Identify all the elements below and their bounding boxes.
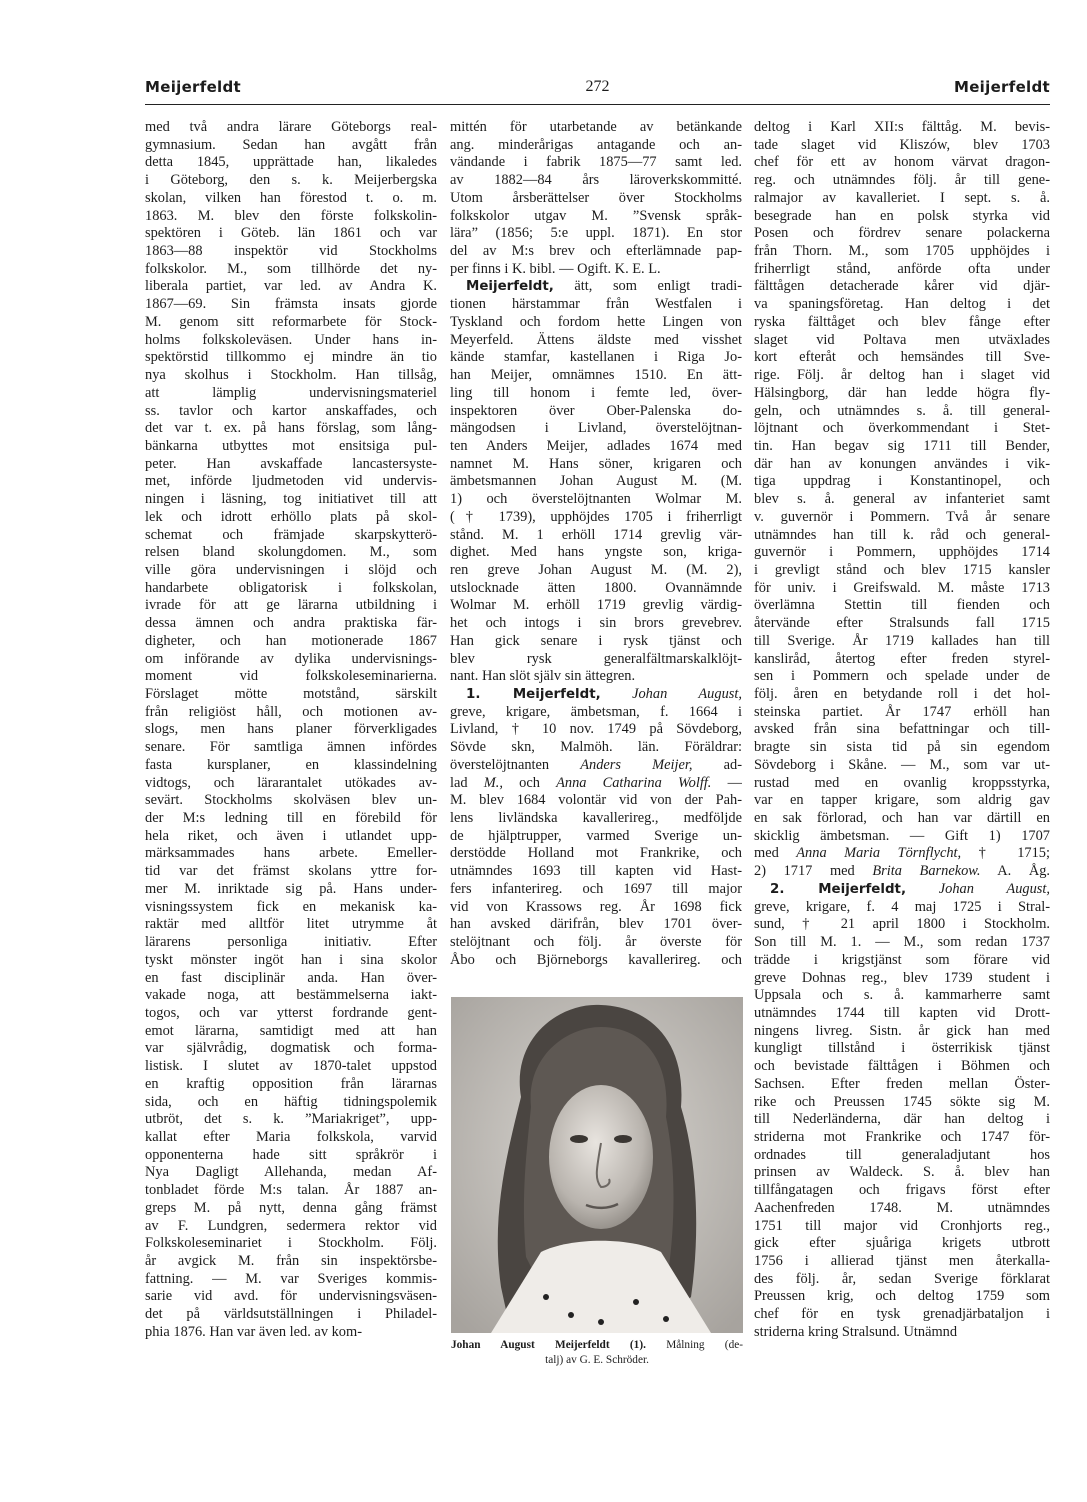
entry-headword-m1: 1. Meijerfeldt, (466, 687, 601, 702)
entry-headword-m2: 2. Meijerfeldt, (770, 881, 907, 897)
caption-line-2: talj) av G. E. Schröder. (545, 1354, 649, 1366)
text-line: der M:s ledning till en förebild för (145, 810, 437, 827)
text-line: sund, † 21 april 1800 i Stockholm. (754, 916, 1050, 933)
text-line: opponenterna hade sitt språkrör i (145, 1146, 437, 1163)
text-line (754, 881, 1050, 899)
text-line: greve Dohnas reg., blev 1739 student i (754, 969, 1050, 986)
text-line: des följ. år, sedan Sverige förklarat (754, 1270, 1050, 1287)
text-line: Livland, † 10 nov. 1749 på Sövdeborg, (450, 721, 742, 738)
text-line: del av M:s brev och efterlämnade pap- (450, 243, 742, 260)
text-line: dessa ämnen och andra praktiska fär- (145, 615, 437, 632)
text-line: Posen och fördrev senare polackerna (754, 225, 1050, 242)
text-line: spektören i Göteb. län 1861 och var (145, 225, 437, 242)
text-line: lek och idrott erhöllo plats på skol- (145, 508, 437, 525)
text-line: fasta kursplaner, en klassindelning (145, 756, 437, 773)
text-line: utnämndes 1693 till kapten vid Hast- (450, 863, 742, 880)
text-line: va spaningsföretag. Han deltog i det (754, 296, 1050, 313)
text-line: Aachenfreden 1748. M. utnämndes (754, 1199, 1050, 1216)
text-line: följ. åren en betydande roll i det hol- (754, 686, 1050, 702)
text-line: tin. Han begav sig 1711 till Bender, (754, 437, 1050, 454)
text-line: från religiöst håll, och motionen av- (145, 703, 437, 720)
text-line: geln, och utnämndes s. å. till general- (754, 402, 1050, 419)
text-line: ningen i läsning, tog initiativet till att (145, 491, 437, 508)
text-line: att lämplig undervisningsmateriel (145, 384, 437, 401)
text-line: slaget vid Poltava men utväxlades (754, 331, 1050, 348)
portrait-caption (451, 1338, 743, 1368)
text-line: rige. Följ. år deltog han i slaget vid (754, 367, 1050, 384)
text-line: stelöjtnant och följ. år överste för (450, 934, 742, 951)
text-line: reg. och utnämndes följ. år till gene- (754, 172, 1050, 189)
text-line: moment vid folkskoleseminarierna. (145, 668, 437, 685)
text-line: Sachsen. Efter freden mellan Öster- (754, 1075, 1050, 1092)
text-line: lens livländska kavallerireg., medföljde (450, 810, 742, 827)
text-line (450, 278, 742, 296)
text-line: blev rysk generalfältmarskalklöjt- (450, 650, 742, 667)
text-line: per finns i K. bibl. — Ogift. K. E. L. (450, 260, 661, 277)
entry-text: ad- (723, 756, 742, 773)
text-line: Han gick senare i rysk tjänst och (450, 632, 742, 649)
text-line: ordnades till generaladjutant hos (754, 1146, 1050, 1163)
text-line: 1867—69. Sin främsta insats gjorde (145, 296, 437, 313)
text-line: tillfångatagen och frigavs först efter (754, 1182, 1050, 1199)
text-line: utslocknade ätten 1800. Ovannämnde (450, 579, 742, 596)
text-line: det var t. ex. på hans förslag, som lång- (145, 420, 437, 437)
text-line: Åbo och Björneborgs kavallerireg. och (450, 951, 742, 968)
text-line: löjtnant och överkommendant i Stet- (754, 420, 1050, 437)
text-line: gymnasium. Sedan han avgått från (145, 136, 437, 153)
text-line: chef för en tysk grenadjärbataljon i (754, 1306, 1050, 1323)
text-line: tiga uppdrag i Konstantinopel, och (754, 473, 1050, 490)
text-line: Folkskoleseminariet i Stockholm. Följ. (145, 1235, 437, 1252)
text-line: ryska fälttåget och blev fånge efter (754, 313, 1050, 330)
text-line: de hjälptrupper, varmed Sverige un- (450, 827, 742, 844)
text-line: stånd. M. 1 erhöll 1714 grevlig vär- (450, 526, 742, 543)
text-line: peter. Han avskaffade lancastersyste- (145, 455, 437, 472)
text-line: överlämna Stettin till fienden och (754, 597, 1050, 614)
text-line: met, införde ljudmetoden vid undervis- (145, 473, 437, 490)
text-line: mängodsen i Livland, överstelöjtnan- (450, 420, 742, 437)
text-line: ss. tavlor och kartor anskaffades, och (145, 402, 437, 419)
text-line (754, 863, 1050, 881)
text-line: om införande av dylika undervisnings- (145, 650, 437, 667)
mother-name: Anna Catharina Wolff. (556, 774, 712, 791)
text-line: greve, krigare, ämbetsman, f. 1664 i (450, 703, 742, 720)
entry-text: med (754, 845, 779, 862)
column-3 (754, 119, 1050, 1342)
text-line: kort efteråt och hemsändes till Sve- (754, 349, 1050, 366)
text-line: ang. minderårigas antagande och an- (450, 136, 742, 153)
text-line: schemat och främjade skarpskytterö- (145, 526, 437, 543)
text-line: kansliråd, återtog efter freden styrel- (754, 650, 1050, 667)
text-line: derstödde Holland mot Frankrike, och (450, 845, 742, 862)
text-line: 1863—88 inspektör vid Stockholms (145, 243, 437, 260)
text-line: mer M. inriktade sig på. Hans under- (145, 880, 437, 897)
text-line: Hälsingborg, där han ledde högra fly- (754, 384, 1050, 401)
text-line: återvände efter Stralsunds fall 1715 (754, 615, 1050, 632)
text-line: utbröt, det s. k. ”Mariakriget”, upp- (145, 1111, 437, 1128)
entry-text: A. Åg. (997, 863, 1050, 880)
father-name: Anders Meijer, (580, 756, 693, 773)
text-line: där han av konungen användes i vik- (754, 455, 1050, 472)
column-2 (450, 119, 742, 970)
text-line: lära” (1856; 5:e uppl. 1871). En stor (450, 225, 742, 242)
text-line: lärarens personliga initiativ. Efter (145, 934, 437, 951)
text-line: fattning. — M. var Sveriges kommis- (145, 1270, 437, 1287)
text-line: Nya Dagligt Allehanda, medan Af- (145, 1164, 437, 1181)
text-line: liberala partiet, var led. av Andra K. (145, 278, 437, 295)
text-line: i Göteborg, den s. k. Meijerbergska (145, 172, 437, 189)
header-left-title: Meijerfeldt (145, 78, 242, 96)
text-line: 1) och överstelöjtnanten Wolmar M. (450, 491, 742, 508)
entry-text: överstelöjtnanten (450, 756, 550, 773)
text-line: ten Anders Meijer, adlades 1674 med (450, 437, 742, 454)
text-line: dighet. Med hans yngste son, kriga- (450, 544, 742, 561)
text-line: ivrade för att ge lärarna utbildning i (145, 597, 437, 614)
text-line: Meyerfeld. Ättens äldste med visshet (450, 331, 742, 348)
text-line: sen i Pommern och spelade under de (754, 668, 1050, 685)
text-line: vakade noga, att bestämmelserna iakt- (145, 987, 437, 1004)
text-line: besegrade han en polsk styrka vid (754, 207, 1050, 224)
text-line: vid von Krassows reg. År 1698 fick (450, 898, 742, 915)
text-line: år avgick M. från sin inspektörsbe- (145, 1253, 437, 1269)
entry-text: 2) 1717 med (754, 863, 855, 880)
caption-rest: Målning (de- (666, 1339, 743, 1351)
entry-text: † 1715; (978, 845, 1050, 862)
text-line: Uppsala och s. å. kammarherre samt (754, 987, 1050, 1004)
text-line: ralmajor av kavalleriet. I sept. s. å. (754, 189, 1050, 206)
text-line: nant. Han slöt själv sin ättegren. (450, 668, 636, 685)
wife-name: Anna Maria Törnflycht, (796, 845, 962, 862)
text-line: vändande i fabrik 1875—77 samt led. (450, 154, 742, 171)
text-line: för univ. i Greifswald. M. måste 1713 (754, 579, 1050, 596)
text-line: prinsen av Waldeck. S. å. blev han (754, 1164, 1050, 1181)
caption-name: Johan August Meijerfeldt (1). (451, 1339, 646, 1351)
text-line: och bevistade fälttågen i Böhmen och (754, 1058, 1050, 1075)
text-line: sevärt. Stockholms skolväsen blev un- (145, 792, 437, 809)
text-line: Förslaget mötte motstånd, särskilt (145, 686, 437, 702)
text-line: bänkarna utbyttes mot ensitsiga pul- (145, 437, 437, 454)
text-line: blev s. å. general av infanteriet samt (754, 491, 1050, 508)
text-line: inspektoren över Ober-Palenska do- (450, 402, 742, 419)
text-line: var en tapper krigare, som aldrig gav (754, 792, 1050, 809)
text-line: († 1739), upphöjdes 1705 i friherrligt (450, 508, 742, 525)
text-line: tade slaget vid Kliszów, blev 1703 (754, 136, 1050, 153)
text-line: Tyskland och fordom hette Lingen von (450, 313, 742, 330)
text-line: nya skolhus i Stockholm. Han tillsåg, (145, 367, 437, 384)
text-line: fers infanterireg. och 1697 till major (450, 880, 742, 897)
text-line: Son till M. 1. — M., som redan 1737 (754, 934, 1050, 951)
text-line: skicklig ämbetsman. — Gift 1) 1707 (754, 827, 1050, 844)
text-line: var självrådig, dogmatisk och forma- (145, 1040, 437, 1057)
text-line: skolan, vilken han förestod t. o. m. (145, 189, 437, 206)
text-line: deltog i Karl XII:s fälttåg. M. bevis- (754, 119, 1050, 135)
text-line: steinska partiet. År 1747 erhöll han (754, 703, 1050, 720)
running-header (145, 78, 1050, 100)
text-line: tonbladet förde M:s talan. År 1887 an- (145, 1182, 437, 1199)
text-line: digheter, och han motionerade 1867 (145, 632, 437, 649)
text-line: visningssystem fick en mekanisk ka- (145, 898, 437, 915)
text-line: slogs, men hans planer förverkligades (145, 721, 437, 738)
wife-name: Brita Barnekow. (872, 863, 981, 880)
text-line: från Thorn. M., som 1705 upphöjdes i (754, 243, 1050, 260)
text-line: listisk. I slutet av 1870-talet uppstod (145, 1058, 437, 1075)
text-line: avsked från sina befattningar och till- (754, 721, 1050, 738)
text-line: Sövde skn, Malmöh. län. Föräldrar: (450, 739, 742, 756)
entry-text: M., (483, 774, 503, 791)
header-right-title: Meijerfeldt (953, 78, 1050, 96)
header-rule (145, 104, 1050, 105)
text-line: spektörstid tillkommo ej mindre än tio (145, 349, 437, 366)
text-line: 1751 till major vid Cronhjorts reg., (754, 1217, 1050, 1234)
text-line: bragte sin sista tid på sin egendom (754, 739, 1050, 756)
text-line: tid var det främst skolans yttre for- (145, 863, 437, 880)
text-line: relsen bland skolungdomen. M., som (145, 544, 437, 561)
entry-headword-family: Meijerfeldt, (466, 279, 554, 295)
text-line: ville göra undervisningen i slöjd och (145, 561, 437, 578)
text-line: utnämndes 1744 till kapten vid Drott- (754, 1004, 1050, 1021)
text-line: Preussen krig, och deltog 1759 som (754, 1288, 1050, 1305)
text-line: han Meijer, omnämnes 1510. En ätt- (450, 367, 742, 384)
text-line: ren greve Johan August M. (M. 2), (450, 561, 742, 578)
text-line: rustad med en ovanlig kroppsstyrka, (754, 774, 1050, 791)
entry-text: ätt, som enligt tradi- (574, 278, 742, 295)
text-line: striderna mot Frankrike och 1747 för- (754, 1128, 1050, 1145)
text-line: trädde i krigstjänst som förare vid (754, 951, 1050, 968)
text-line: sarie vid avd. för undervisningsväsen- (145, 1288, 437, 1305)
text-line: han avsked därifrån, blev 1701 över- (450, 916, 742, 933)
text-line: fälttågen detacherade kårer vid djär- (754, 278, 1050, 295)
text-line: ling till honom i femte led, över- (450, 384, 742, 401)
text-line: i grevligt stånd och blev 1715 kansler (754, 561, 1050, 578)
text-line: med två andra lärare Göteborgs real- (145, 119, 437, 135)
text-line: 1863. M. blev den förste folkskolin- (145, 207, 437, 224)
text-line: Utom årsberättelser över Stockholms (450, 189, 742, 206)
given-name: Johan August, (632, 686, 742, 702)
text-line (450, 757, 742, 775)
entry-text: lad (450, 774, 468, 791)
text-line: v. guvernör i Pommern. Två år senare (754, 508, 1050, 525)
text-line: chef för ett av honom värvat dragon- (754, 154, 1050, 171)
entry-text: — (727, 774, 742, 791)
text-line: handarbete obligatorisk i folkskolan, (145, 579, 437, 596)
given-name: Johan August, (938, 880, 1050, 897)
text-line: en sak förlorad, och han var därtill en (754, 810, 1050, 827)
text-line: senare. För samtliga ämnen infördes (145, 739, 437, 756)
text-line: striderna kring Stralsund. Utnämnd (754, 1323, 958, 1340)
text-line: vidtogs, och lärarantalet utökades av- (145, 774, 437, 791)
text-line: folkskolor. M., som tillhörde det ny- (145, 260, 437, 277)
text-line: phia 1876. Han var även led. av kom- (145, 1323, 362, 1340)
text-line: märksammades hans arbete. Emeller- (145, 845, 437, 862)
text-line: 1756 i allierad tjänst men återkalla- (754, 1253, 1050, 1269)
text-line: M. blev 1684 volontär vid von der Pah- (450, 792, 742, 809)
text-line: detta 1845, upprättade han, likaledes (145, 154, 437, 171)
text-line: kände stamfar, kastellanen i Riga Jo- (450, 349, 742, 366)
text-line (450, 775, 742, 793)
text-line: gick efter sjuåriga krigets utbrott (754, 1235, 1050, 1252)
text-line: kungligt tillstånd i österrikisk tjänst (754, 1040, 1050, 1057)
caption-line-1 (451, 1338, 743, 1353)
text-line: ämbetsmannen Johan August M. (M. (450, 473, 742, 490)
text-line: ningens livreg. Sistn. år gick han med (754, 1022, 1050, 1039)
text-line: en fast disciplinär anda. Han över- (145, 969, 437, 986)
text-line (754, 845, 1050, 863)
text-line: av 1882—84 års läroverkskommitté. (450, 172, 742, 189)
text-line: mittén för utarbetande av betänkande (450, 119, 742, 135)
text-line: till Sverige. År 1719 kallades han till (754, 632, 1050, 649)
text-line: togos, och var ytterst fordrande gent- (145, 1004, 437, 1021)
text-line: kallat efter Maria folkskola, varvid (145, 1128, 437, 1145)
text-line: det på världsutställningen i Philadel- (145, 1306, 437, 1323)
text-line: tyskt mönster ingöt han i sina skolor (145, 951, 437, 968)
text-line: en kraftig opposition från lärarnas (145, 1075, 437, 1092)
portrait-image (451, 997, 743, 1333)
text-line: guvernör i Pommern, upphöjdes 1714 (754, 544, 1050, 561)
text-line: M. genom sitt reformarbete för Stock- (145, 313, 437, 330)
column-1 (145, 119, 437, 1342)
text-line: sida, och en häftig tidningspolemik (145, 1093, 437, 1110)
text-line: hela riket, och även i utlandet upp- (145, 827, 437, 844)
text-line: folkskolor utgav M. ”Svensk språk- (450, 207, 742, 224)
text-line: rike och Preussen 1745 sökte sig M. (754, 1093, 1050, 1110)
page-number: 272 (585, 78, 610, 95)
text-line: tionen härstammar från Westfalen i (450, 296, 742, 313)
text-line: holms folkskoleväsen. Under hans in- (145, 331, 437, 348)
text-line: het och intogs i sin brors grevebrev. (450, 615, 742, 632)
text-line: namnet M. Hans söner, krigaren och (450, 455, 742, 472)
text-line: greps M. på nytt, denna gång främst (145, 1199, 437, 1216)
portrait-painting (451, 997, 743, 1333)
text-line: Wolmar M. erhöll 1719 grevlig värdig- (450, 597, 742, 614)
text-line: emot lärarna, samtidigt med att han (145, 1022, 437, 1039)
text-line: av F. Lundgren, sedermera rektor vid (145, 1217, 437, 1234)
text-line: till Nederländerna, där han deltog i (754, 1111, 1050, 1128)
text-line: greve, krigare, f. 4 maj 1725 i Stral- (754, 898, 1050, 915)
entry-text: och (519, 774, 540, 791)
text-line: raktär med alltför litet utrymme åt (145, 916, 437, 933)
text-line: Sövdeborg i Skåne. — M., som var ut- (754, 756, 1050, 773)
text-line: friherrligt stånd, anförde ofta under (754, 260, 1050, 277)
text-line: utnämndes han till k. råd och general- (754, 526, 1050, 543)
text-line (450, 686, 742, 704)
